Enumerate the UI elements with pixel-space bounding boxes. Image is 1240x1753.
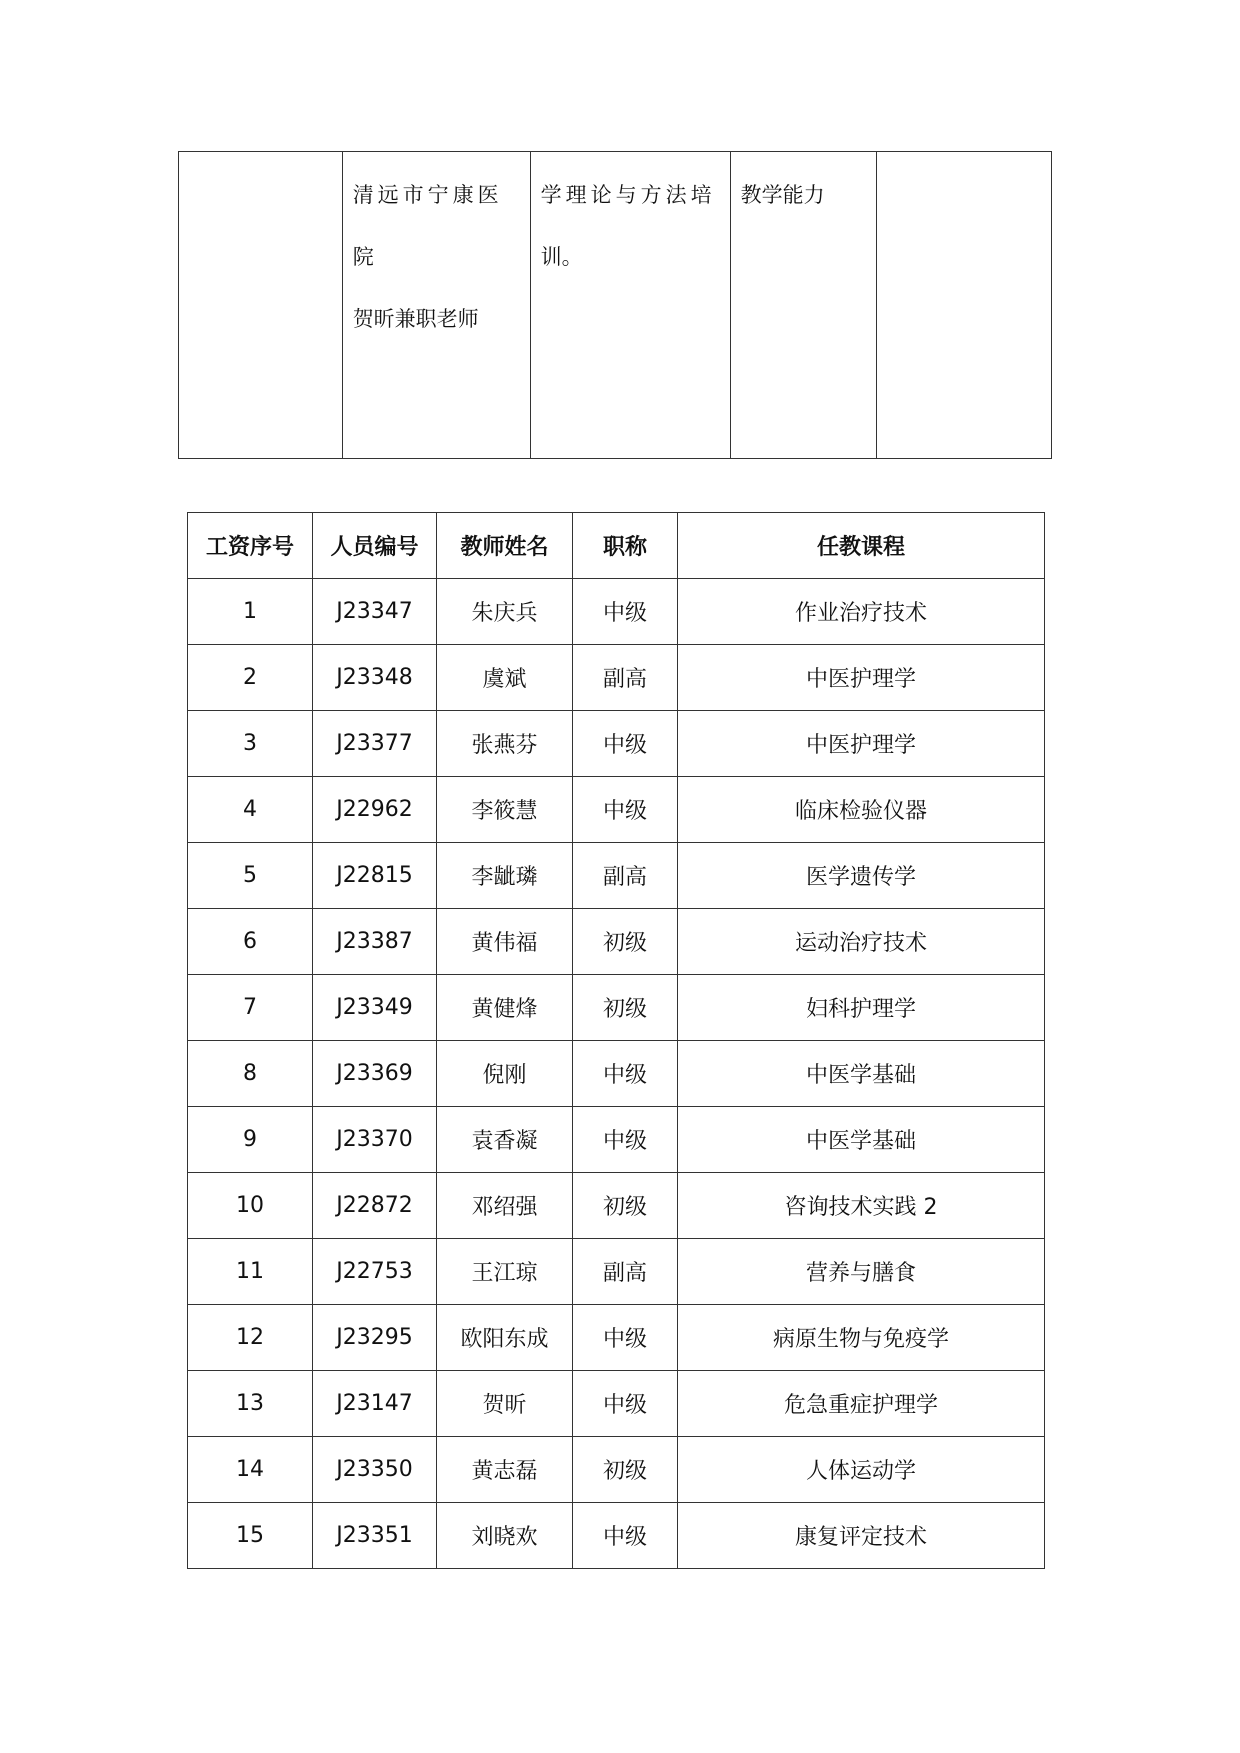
- cell-title: 副高: [573, 645, 678, 711]
- cell-staff-id: J23369: [313, 1041, 437, 1107]
- cell-course: 危急重症护理学: [678, 1371, 1045, 1437]
- cell-salary-no: 9: [188, 1107, 313, 1173]
- cell-teacher-name: 刘晓欢: [437, 1503, 573, 1569]
- table-row: [188, 975, 1045, 1041]
- table-row: [188, 1371, 1045, 1437]
- cell-title: 初级: [573, 1437, 678, 1503]
- continuation-cell-4: [730, 152, 877, 459]
- cell-staff-id: J22753: [313, 1239, 437, 1305]
- table-row: [188, 1041, 1045, 1107]
- cell-salary-no: 6: [188, 909, 313, 975]
- table-row: [188, 843, 1045, 909]
- cell-teacher-name: 王江琼: [437, 1239, 573, 1305]
- cell-salary-no: 3: [188, 711, 313, 777]
- cell-teacher-name: 朱庆兵: [437, 579, 573, 645]
- cell-salary-no: 4: [188, 777, 313, 843]
- cell-teacher-name: 黄伟福: [437, 909, 573, 975]
- cell-salary-no: 8: [188, 1041, 313, 1107]
- cell-course: 中医护理学: [678, 645, 1045, 711]
- cell-teacher-name: 邓绍强: [437, 1173, 573, 1239]
- cell-teacher-name: 倪刚: [437, 1041, 573, 1107]
- table-body: [188, 579, 1045, 1569]
- cell-title: 初级: [573, 1173, 678, 1239]
- cell-staff-id: J23147: [313, 1371, 437, 1437]
- cell-course: 中医学基础: [678, 1041, 1045, 1107]
- cell-teacher-name: 黄志磊: [437, 1437, 573, 1503]
- cell-title: 中级: [573, 777, 678, 843]
- cell-course: 中医护理学: [678, 711, 1045, 777]
- cell-staff-id: J23377: [313, 711, 437, 777]
- table-row: [188, 645, 1045, 711]
- header-staff-id: 人员编号: [313, 513, 437, 579]
- cell-title: 初级: [573, 975, 678, 1041]
- cell-course: 临床检验仪器: [678, 777, 1045, 843]
- cell-staff-id: J22815: [313, 843, 437, 909]
- cell-teacher-name: 欧阳东成: [437, 1305, 573, 1371]
- cell-teacher-name: 黄健烽: [437, 975, 573, 1041]
- table-row: [188, 1305, 1045, 1371]
- table-header-row: [188, 513, 1045, 579]
- continuation-cell-5: [877, 152, 1052, 459]
- table-row: [188, 711, 1045, 777]
- cell-course: 病原生物与免疫学: [678, 1305, 1045, 1371]
- cell-title: 中级: [573, 1503, 678, 1569]
- cell-staff-id: J22872: [313, 1173, 437, 1239]
- cell-salary-no: 14: [188, 1437, 313, 1503]
- cell-course: 营养与膳食: [678, 1239, 1045, 1305]
- cell-title: 中级: [573, 711, 678, 777]
- cell-salary-no: 7: [188, 975, 313, 1041]
- cell-salary-no: 1: [188, 579, 313, 645]
- continuation-row: [179, 152, 1052, 459]
- cell-salary-no: 10: [188, 1173, 313, 1239]
- cell-course: 中医学基础: [678, 1107, 1045, 1173]
- table-row: [188, 1503, 1045, 1569]
- cell-line: 学理论与方法培: [540, 183, 716, 207]
- continuation-cell-1: [179, 152, 343, 459]
- cell-title: 中级: [573, 1371, 678, 1437]
- continuation-table: [178, 151, 1052, 459]
- cell-title: 中级: [573, 1041, 678, 1107]
- table-row: [188, 1239, 1045, 1305]
- cell-course: 妇科护理学: [678, 975, 1045, 1041]
- cell-title: 副高: [573, 1239, 678, 1305]
- cell-staff-id: J23370: [313, 1107, 437, 1173]
- cell-salary-no: 15: [188, 1503, 313, 1569]
- cell-teacher-name: 张燕芬: [437, 711, 573, 777]
- cell-teacher-name: 李筱慧: [437, 777, 573, 843]
- cell-staff-id: J23295: [313, 1305, 437, 1371]
- table-row: [188, 777, 1045, 843]
- cell-teacher-name: 贺昕: [437, 1371, 573, 1437]
- cell-line: 教学能力: [740, 183, 825, 207]
- cell-staff-id: J22962: [313, 777, 437, 843]
- cell-staff-id: J23347: [313, 579, 437, 645]
- cell-title: 中级: [573, 1107, 678, 1173]
- table-row: [188, 579, 1045, 645]
- cell-line: 训。: [540, 245, 583, 269]
- cell-title: 中级: [573, 579, 678, 645]
- cell-teacher-name: 李龇璘: [437, 843, 573, 909]
- cell-staff-id: J23387: [313, 909, 437, 975]
- cell-course: 医学遗传学: [678, 843, 1045, 909]
- header-course: 任教课程: [678, 513, 1045, 579]
- cell-title: 副高: [573, 843, 678, 909]
- header-teacher-name: 教师姓名: [437, 513, 573, 579]
- cell-staff-id: J23350: [313, 1437, 437, 1503]
- cell-teacher-name: 袁香凝: [437, 1107, 573, 1173]
- cell-staff-id: J23349: [313, 975, 437, 1041]
- header-title: 职称: [573, 513, 678, 579]
- table-row: [188, 1437, 1045, 1503]
- cell-title: 中级: [573, 1305, 678, 1371]
- cell-title: 初级: [573, 909, 678, 975]
- table-row: [188, 909, 1045, 975]
- cell-course: 康复评定技术: [678, 1503, 1045, 1569]
- table-row: [188, 1173, 1045, 1239]
- cell-salary-no: 13: [188, 1371, 313, 1437]
- teacher-table: [187, 512, 1045, 1569]
- header-salary-no: 工资序号: [188, 513, 313, 579]
- table-row: [188, 1107, 1045, 1173]
- cell-salary-no: 5: [188, 843, 313, 909]
- cell-staff-id: J23351: [313, 1503, 437, 1569]
- cell-line: 贺昕兼职老师: [352, 307, 479, 331]
- cell-salary-no: 2: [188, 645, 313, 711]
- cell-course: 作业治疗技术: [678, 579, 1045, 645]
- cell-salary-no: 11: [188, 1239, 313, 1305]
- cell-salary-no: 12: [188, 1305, 313, 1371]
- cell-course: 人体运动学: [678, 1437, 1045, 1503]
- cell-staff-id: J23348: [313, 645, 437, 711]
- cell-teacher-name: 虞斌: [437, 645, 573, 711]
- continuation-cell-2: [342, 152, 530, 459]
- cell-course: 运动治疗技术: [678, 909, 1045, 975]
- cell-course: 咨询技术实践 2: [678, 1173, 1045, 1239]
- continuation-cell-3: [530, 152, 730, 459]
- cell-line: 清远市宁康医院: [352, 183, 503, 269]
